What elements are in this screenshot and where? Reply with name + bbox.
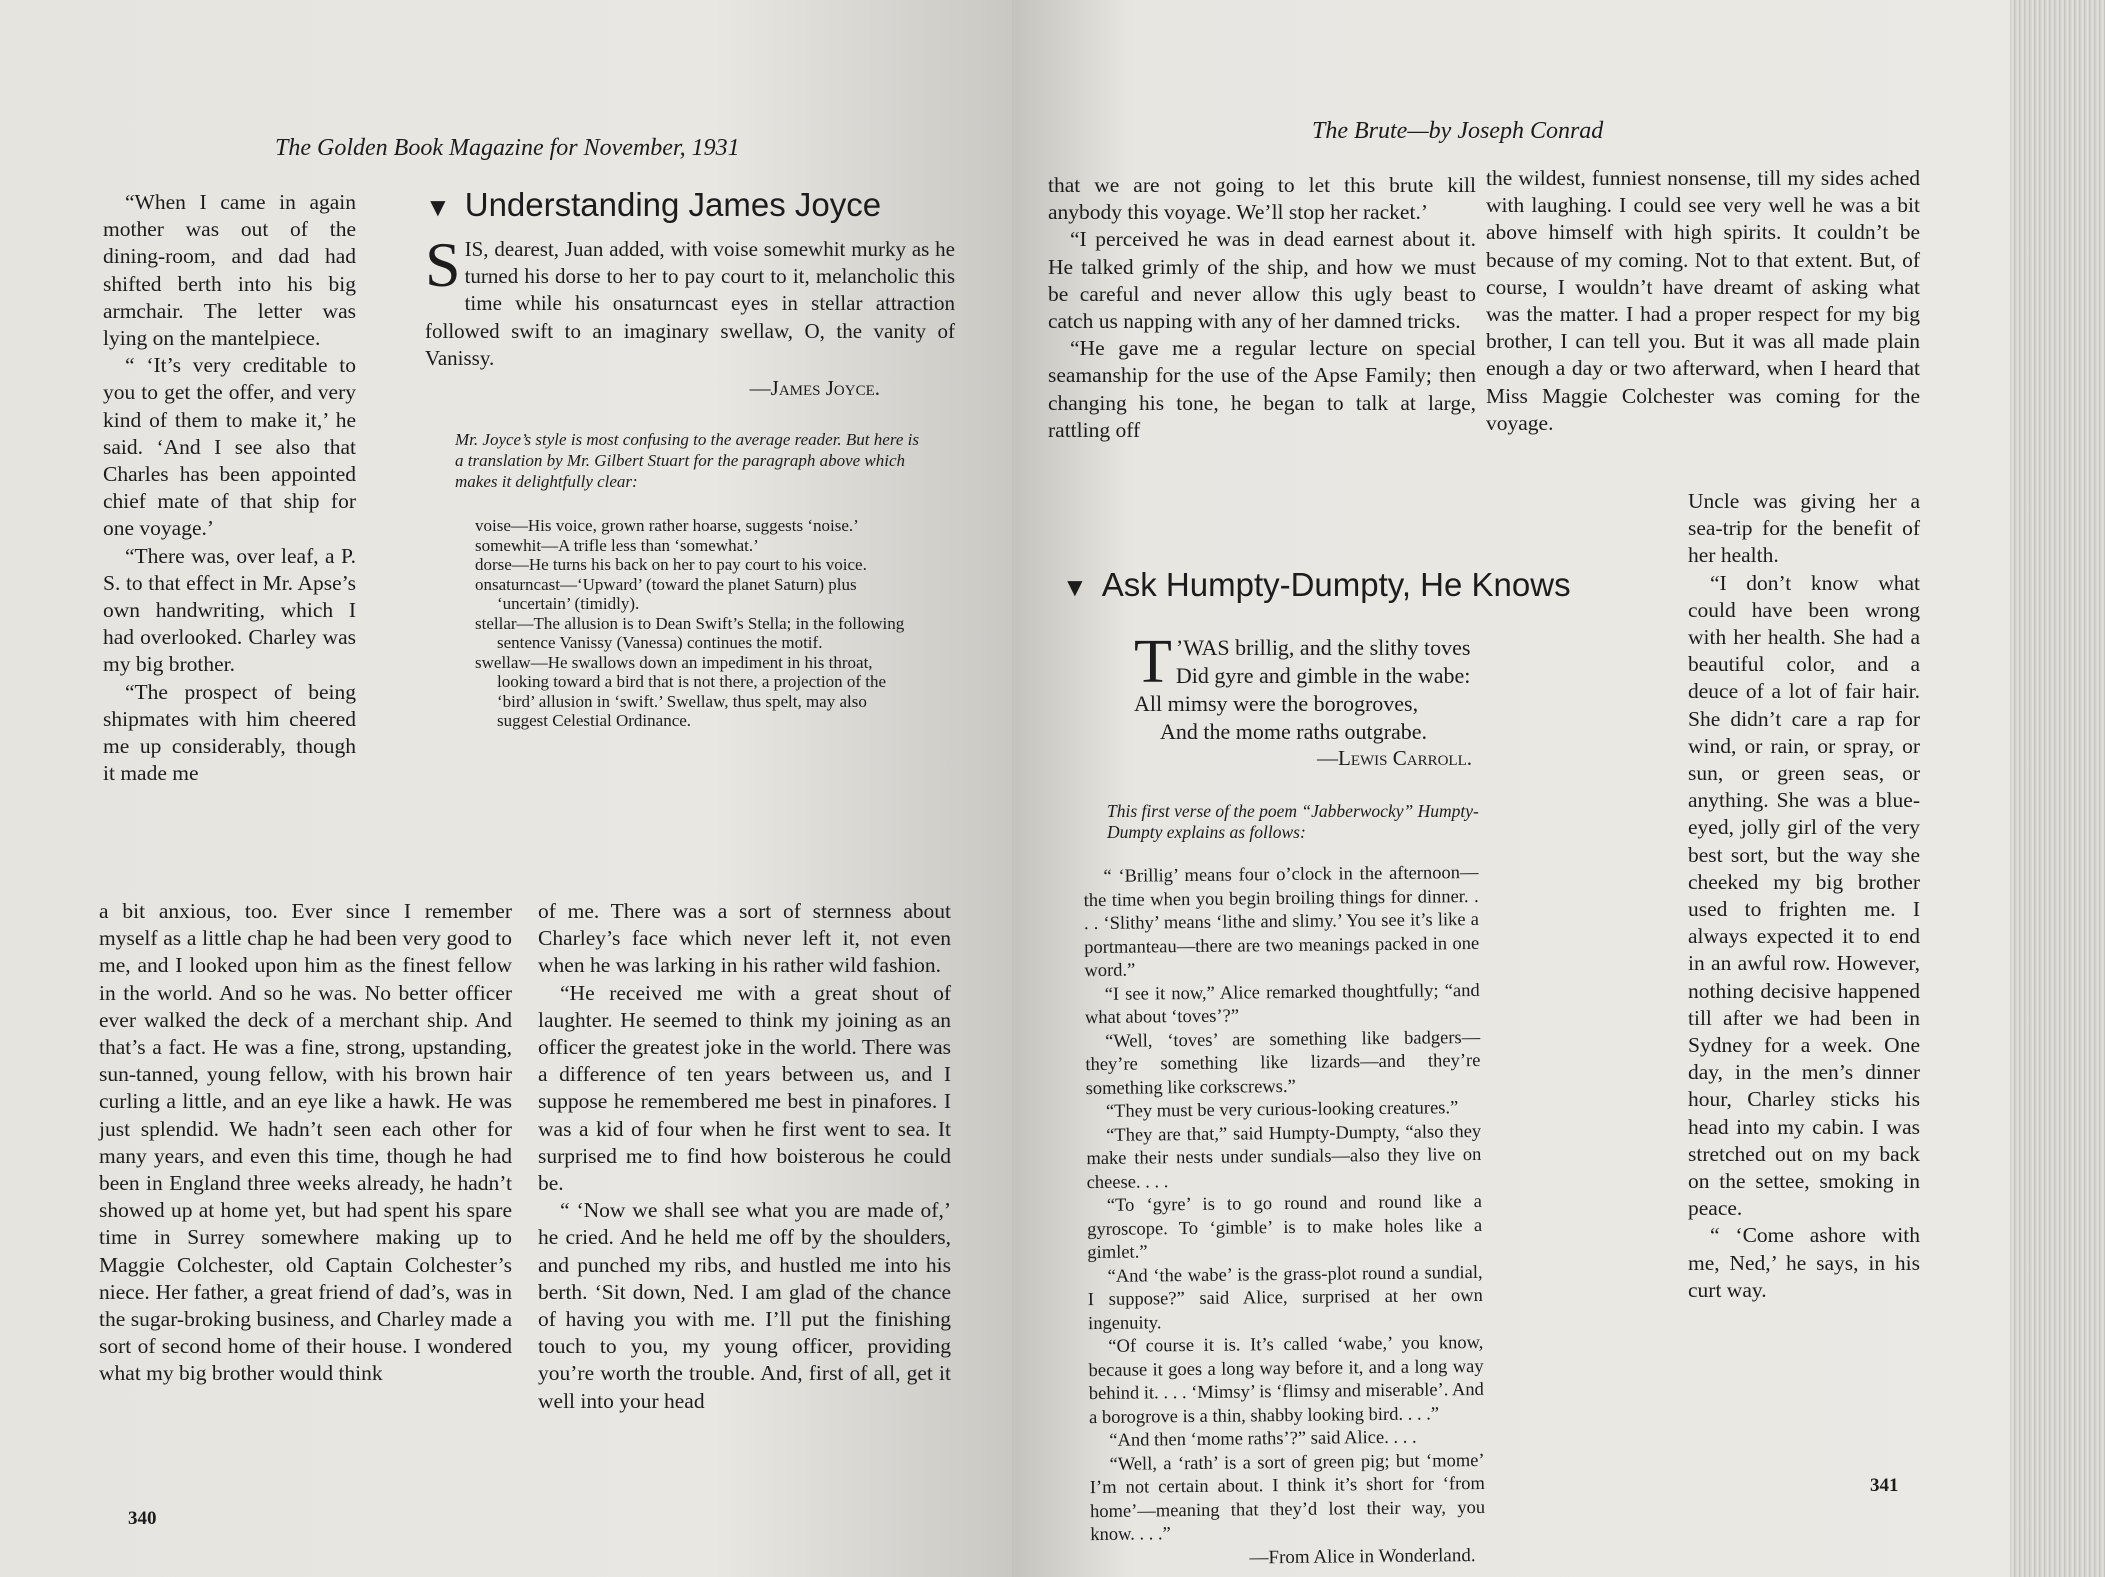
poem-line: Did gyre and gimble in the wabe: <box>1175 663 1471 688</box>
paragraph: “I don’t know what could have been wrong with her health. She had a beautiful color, and a deuce of a lot of fair hair. She didn’t care a rap for wind, or rain, or spray, or sun, or green seas, or anything. She was a blue-eyed, jolly girl of the very best sort, but the way she cheeked my big brother used to frighten me. I always expected it to end in an awful row. However, nothing decisive happened till after we had been in Sydney for a week. One day, in the men’s dinner hour, Charley sticks his head into my cabin. I was stretched out on my back on the settee, smoking in peace. <box>1688 570 1920 1221</box>
page-number: 340 <box>128 1508 157 1529</box>
jabberwocky-poem <box>1062 628 1702 746</box>
joyce-title-text: Understanding James Joyce <box>464 186 882 223</box>
running-header-left: The Golden Book Magazine for November, 1931 <box>275 135 740 161</box>
gloss-entry: swellaw—He swallows down an impediment in his throat, looking toward a bird that is not there, a projection of the ‘bird’ allusion in ‘swift.’ Swellaw, thus spelt, may also suggest Celestial Ordinance. <box>475 652 887 731</box>
drop-cap: T <box>1134 628 1172 696</box>
paragraph: “I perceived he was in dead earnest about it. He talked grimly of the ship, and how we must be careful and never allow this ugly beast to catch us napping with any of her damned tricks. <box>1048 227 1476 334</box>
paragraph: “There was, over leaf, a P. S. to that effect in Mr. Apse’s own handwriting, which I had overlooked. Charley was my big brother. <box>103 543 356 677</box>
joyce-quote <box>425 229 955 372</box>
right-page <box>1012 0 2020 1577</box>
joyce-title <box>425 186 955 224</box>
paragraph: “ ‘Come ashore with me, Ned,’ he says, in his curt way. <box>1688 1223 1920 1302</box>
dialogue-paragraph: “I see it now,” Alice remarked thoughtfully; “and what about ‘toves’?” <box>1084 980 1480 1029</box>
triangle-bullet-icon: ▼ <box>425 192 451 222</box>
poem-line: ’WAS brillig, and the slithy toves <box>1175 635 1471 660</box>
dialogue-paragraph: “Well, ‘toves’ are something like badgers—they’re something like lizards—and they’re something like corkscrews.” <box>1085 1027 1481 1099</box>
paragraph: a bit anxious, too. Ever since I remember myself as a little chap he had been very good to me, and I looked upon him as the finest fellow in the world. And so he was. No better officer ever walked the deck of a merchant ship. And that’s a fact. He was a fine, strong, upstanding, sun-tanned, young fellow, with his brown hair curling a little, and an eye like a hawk. He was just splendid. We hadn’t seen each other for many years, and even this time, though he had been in England three weeks already, he hadn’t showed up at home yet, but had spent his spare time in Surrey somewhere making up to Maggie Colchester, old Captain Colchester’s niece. Her father, a great friend of dad’s, was in the sugar-broking business, and Charley made a sort of second home of their house. I wondered what my big brother would think <box>99 899 512 1386</box>
dialogue-paragraph: “ ‘Brillig’ means four o’clock in the afternoon—the time when you begin broiling things for dinner. . . . ‘Slithy’ means ‘lithe and slimy.’ You see it’s like a portmanteau—there are two meanings packed in one word.” <box>1083 862 1480 982</box>
book-page-edges <box>2010 0 2105 1577</box>
poem-line: And the mome raths outgrabe. <box>1160 719 1427 744</box>
humpty-title <box>1062 566 1702 604</box>
story-column-2 <box>1486 165 1920 437</box>
humpty-dialogue <box>1058 860 1705 1572</box>
story-column-1-continued <box>99 898 512 1388</box>
paragraph: “He received me with a great shout of laughter. He seemed to think my joining as an officer the greatest joke in the world. There was a difference of ten years between us, and I suppose he remembered me best in pinafores. I was a kid of four when he first went to sea. It surprised me to find how boisterous he could be. <box>538 980 951 1196</box>
gloss-entry: onsaturncast—‘Upward’ (toward the planet Saturn) plus ‘uncertain’ (timidly). <box>475 574 857 614</box>
dialogue-paragraph: “They are that,” said Humpty-Dumpty, “also they make their nests under sundials—also they live on cheese. . . . <box>1086 1121 1482 1193</box>
joyce-signature: —James Joyce. <box>749 376 880 401</box>
paragraph: “The prospect of being shipmates with him cheered me up considerably, though it made me <box>103 679 356 786</box>
story-column-3 <box>1688 488 1920 1304</box>
joyce-box <box>425 186 955 731</box>
drop-cap: S <box>425 229 461 300</box>
dialogue-paragraph: “They must be very curious-looking creatures.” <box>1105 1098 1459 1122</box>
dialogue-paragraph: “To ‘gyre’ is to go round and round like a gyroscope. To ‘gimble’ is to make holes like a gimlet.” <box>1087 1191 1483 1264</box>
joyce-note: Mr. Joyce’s style is most confusing to the average reader. But here is a translation by Mr. Gilbert Stuart for the paragraph above which makes it delightfully clear: <box>455 430 919 492</box>
page-number: 341 <box>1870 1475 1899 1496</box>
alice-source: —From Alice in Wonderland. <box>1249 1544 1476 1568</box>
gloss-entry: stellar—The allusion is to Dean Swift’s Stella; in the following sentence Vanissy (Vanessa) continues the motif. <box>475 613 905 653</box>
paragraph: “When I came in again mother was out of the dining-room, and dad had shifted berth into his big armchair. The letter was lying on the mantelpiece. <box>103 190 356 351</box>
paragraph: that we are not going to let this brute kill anybody this voyage. We’ll stop her racket.’ <box>1048 173 1476 225</box>
poem-line: All mimsy were the borogroves, <box>1134 691 1419 716</box>
gloss-entry: voise—His voice, grown rather hoarse, suggests ‘noise.’ <box>475 516 859 536</box>
dialogue-paragraph: “Of course it is. It’s called ‘wabe,’ you know, because it goes a long way before it, and a long way behind it. . . . ‘Mimsy’ is ‘flimsy and miserable’. And a borogrove is a thin, shabby looking bird. . . .” <box>1088 1332 1484 1428</box>
dialogue-paragraph: “Well, a ‘rath’ is a sort of green pig; but ‘mome’ I’m not certain about. I think it’s short for ‘from home’—meaning that they’d lost their way, you know. . . .” <box>1089 1450 1486 1546</box>
humpty-title-text: Ask Humpty-Dumpty, He Knows <box>1101 566 1571 603</box>
gloss-entry: dorse—He turns his back on her to pay court to his voice. <box>475 555 867 575</box>
left-page <box>0 0 1020 1577</box>
story-column-1 <box>1048 172 1476 444</box>
paragraph: Uncle was giving her a sea-trip for the benefit of her health. <box>1688 489 1920 568</box>
humpty-box <box>1062 566 1702 1568</box>
running-header-right: The Brute—by Joseph Conrad <box>1312 118 1604 144</box>
paragraph: of me. There was a sort of sternness about Charley’s face which never left it, not even when he was larking in his rather wild fashion. <box>538 899 951 978</box>
story-column-2 <box>538 898 951 1415</box>
triangle-bullet-icon: ▼ <box>1062 572 1088 602</box>
joyce-glossary <box>425 516 955 731</box>
paragraph: “ ‘It’s very creditable to you to get the offer, and very kind of them to make it,’ he said. ‘And I see also that Charles has been appointed chief mate of that ship for one voyage.’ <box>103 353 356 541</box>
paragraph: “ ‘Now we shall see what you are made of,’ he cried. And he held me off by the shoulders, and punched my ribs, and hustled me into his berth. ‘Sit down, Ned. I am glad of the chance of having you with me. I’ll put the finishing touch to you, my young officer, providing you’re worth the trouble. And, first of all, get it well into your head <box>538 1198 951 1413</box>
joyce-quote-text: IS, dearest, Juan added, with voise somewhit murky as he turned his dorse to her to pay court to it, melancholic this time while his onsaturncast eyes in stellar attraction followed swift to an imaginary swellaw, O, the vanity of Vanissy. <box>425 237 955 370</box>
gloss-entry: somewhit—A trifle less than ‘somewhat.’ <box>475 535 759 555</box>
paragraph: “He gave me a regular lecture on special seamanship for the use of the Apse Family; then changing his tone, he began to talk at large, rattling off <box>1048 336 1476 442</box>
carroll-signature: —Lewis Carroll. <box>1317 746 1472 770</box>
dialogue-paragraph: “And then ‘mome raths’?” said Alice. . . . <box>1109 1427 1417 1451</box>
dialogue-paragraph: “And ‘the wabe’ is the grass-plot round a sundial, I suppose?” said Alice, surprised at her own ingenuity. <box>1087 1262 1483 1334</box>
paragraph: the wildest, funniest nonsense, till my sides ached with laughing. I could see very well he was a bit above himself with high spirits. It couldn’t be because of my coming. Not to that extent. But, of course, I wouldn’t have dreamt of asking what was the matter. I had a proper respect for my big brother, I can tell you. But it was all made plain enough a day or two afterward, when I heard that Miss Maggie Colchester was coming for the voyage. <box>1486 166 1920 435</box>
story-column-1 <box>103 189 356 787</box>
humpty-note: This first verse of the poem “Jabberwocky” Humpty-Dumpty explains as follows: <box>1107 801 1479 842</box>
